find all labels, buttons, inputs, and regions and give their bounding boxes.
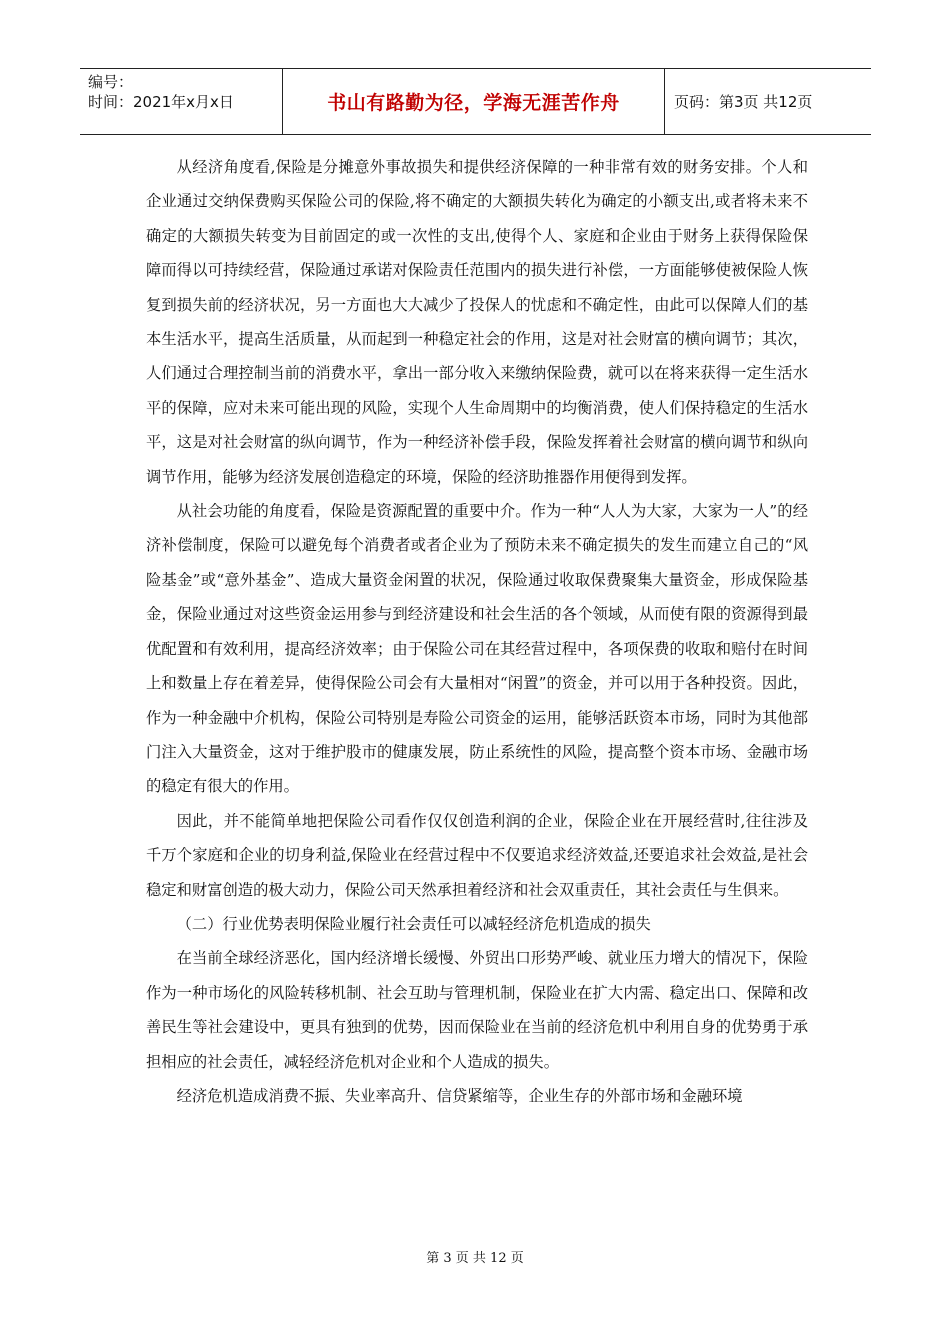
document-number-label: 编号： (88, 73, 134, 91)
header-motto: 书山有路勤为径，学海无涯苦作舟 (283, 69, 665, 134)
document-header (80, 68, 871, 135)
body-paragraph: 在当前全球经济恶化，国内经济增长缓慢、外贸出口形势严峻、就业压力增大的情况下，保险作为一种市场化的风险转移机制、社会互助与管理机制，保险业在扩大内需、稳定出口、保障和改善民生等社会建设中，更具有独到的优势，因而保险业在当前的经济危机中利用自身的优势勇于承担相应的社会责任，减轻经济危机对企业和个人造成的损失。 (146, 949, 808, 1071)
body-paragraph: 经济危机造成消费不振、失业率高升、信贷紧缩等，企业生存的外部市场和金融环境 (176, 1086, 743, 1105)
header-page-info: 页码：第3页 共12页 (674, 93, 813, 111)
body-paragraph: 从经济角度看,保险是分摊意外事故损失和提供经济保障的一种非常有效的财务安排。个人和企业通过交纳保费购买保险公司的保险,将不确定的大额损失转化为确定的小额支出,或者将未来不确定的大额损失转变为目前固定的或一次性的支出,使得个人、家庭和企业由于财务上获得保险保障而得以可持续经营，保险通过承诺对保险责任范围内的损失进行补偿，一方面能够使被保险人恢复到损失前的经济状况，另一方面也大大减少了投保人的忧虑和不确定性，由此可以保障人们的基本生活水平，提高生活质量，从而起到一种稳定社会的作用，这是对社会财富的横向调节；其次，人们通过合理控制当前的消费水平，拿出一部分收入来缴纳保险费，就可以在将来获得一定生活水平的保障，应对未来可能出现的风险，实现个人生命周期中的均衡消费，使人们保持稳定的生活水平，这是对社会财富的纵向调节，作为一种经济补偿手段，保险发挥着社会财富的横向调节和纵向调节作用，能够为经济发展创造稳定的环境，保险的经济助推器作用便得到发挥。 (146, 158, 808, 486)
header-meta-cell (80, 69, 283, 134)
body-paragraph: 因此，并不能简单地把保险公司看作仅仅创造利润的企业，保险企业在开展经营时,往往涉及千万个家庭和企业的切身利益,保险业在经营过程中不仅要追求经济效益,还要追求社会效益,是社会稳定和财富创造的极大动力，保险公司天然承担着经济和社会双重责任，其社会责任与生俱来。 (146, 811, 808, 899)
document-date-label: 时间：2021年x月x日 (88, 93, 234, 111)
body-paragraph: 从社会功能的角度看，保险是资源配置的重要中介。作为一种“人人为大家，大家为一人”的经济补偿制度，保险可以避免每个消费者或者企业为了预防未来不确定损失的发生而建立自己的“风险基金”或“意外基金”、造成大量资金闲置的状况，保险通过收取保费聚集大量资金，形成保险基金，保险业通过对这些资金运用参与到经济建设和社会生活的各个领域，从而使有限的资源得到最优配置和有效利用，提高经济效率；由于保险公司在其经营过程中，各项保费的收取和赔付在时间上和数量上存在着差异，使得保险公司会有大量相对“闲置”的资金，并可以用于各种投资。因此，作为一种金融中介机构，保险公司特别是寿险公司资金的运用，能够活跃资本市场，同时为其他部门注入大量资金，这对于维护股市的健康发展，防止系统性的风险，提高整个资本市场、金融市场的稳定有很大的作用。 (146, 502, 808, 796)
page-footer: 第 3 页 共 12 页 (426, 1251, 524, 1266)
document-body (146, 150, 808, 1113)
section-heading: （二）行业优势表明保险业履行社会责任可以减轻经济危机造成的损失 (176, 914, 651, 933)
